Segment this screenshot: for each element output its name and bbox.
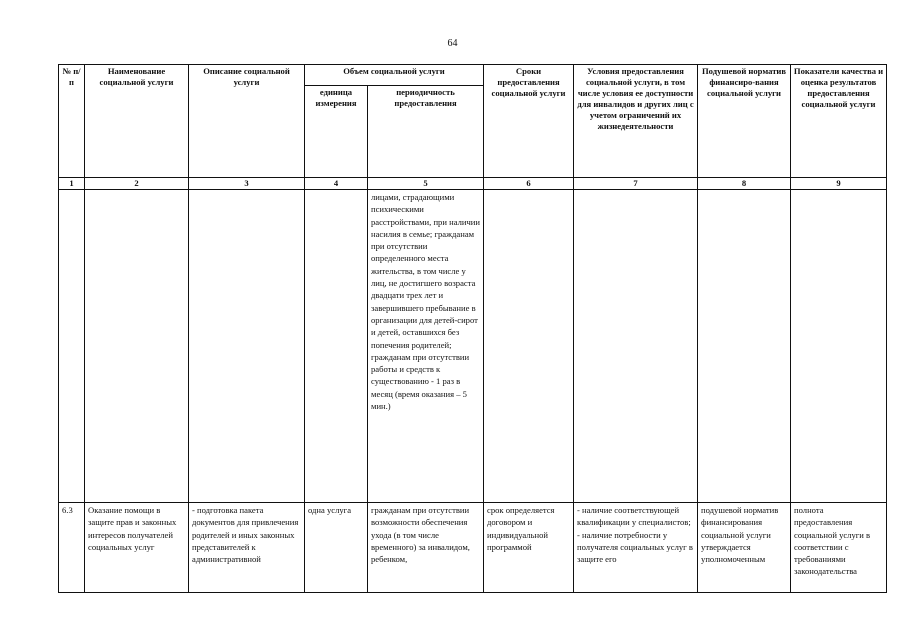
header-unit: единица измерения <box>305 86 368 178</box>
quality-indicators-cell: полнота предоставления социальной услуги в соответствии с требованиями законодательства <box>791 503 887 593</box>
header-frequency: периодичность предоставления <box>368 86 484 178</box>
unit-cell: одна услуга <box>305 503 368 593</box>
column-number: 3 <box>189 178 305 190</box>
header-service-name: Наименование социальной услуги <box>85 65 189 178</box>
row-number-cell: 6.3 <box>59 503 85 593</box>
table-row <box>59 503 887 593</box>
column-number: 6 <box>484 178 574 190</box>
header-service-conditions: Условия предоставления социальной услуги, в том числе условия ее доступности для инвалидов и других лиц с учетом ограничений их жизнедеятельности <box>574 65 698 178</box>
service-name-cell: Оказание помощи в защите прав и законных интересов получателей социальных услуг <box>85 503 189 593</box>
empty-cell <box>698 190 791 503</box>
column-number: 7 <box>574 178 698 190</box>
header-financing-standard: Подушевой норматив финансиро-вания социальной услуги <box>698 65 791 178</box>
empty-cell <box>574 190 698 503</box>
frequency-cell: гражданам при отсутствии возможности обеспечения ухода (в том числе временного) за инвалидом, ребенком, <box>368 503 484 593</box>
empty-cell <box>85 190 189 503</box>
header-service-description: Описание социальной услуги <box>189 65 305 178</box>
empty-cell <box>305 190 368 503</box>
empty-cell <box>59 190 85 503</box>
social-services-table <box>58 64 887 593</box>
empty-cell <box>791 190 887 503</box>
service-description-cell: - подготовка пакета документов для привлечения родителей и иных законных представителей к административной <box>189 503 305 593</box>
empty-cell <box>484 190 574 503</box>
table-row-continuation <box>59 190 887 503</box>
header-row-top <box>59 65 887 86</box>
column-number: 2 <box>85 178 189 190</box>
frequency-cell: лицами, страдающими психическими расстройствами, при наличии насилия в семье; гражданам при отсутствии определенного места жительства, в том числе у лиц, не достигшего возраста двадцати трех лет и завершившего пребывание в организации для детей-сирот и детей, оставшихся без попечения родителей; гражданам при отсутствии работы и средств к существованию - 1 раз в месяц (время оказания – 5 мин.) <box>368 190 484 503</box>
column-number: 1 <box>59 178 85 190</box>
header-service-volume: Объем социальной услуги <box>305 65 484 86</box>
page-number: 64 <box>447 38 458 49</box>
column-number: 4 <box>305 178 368 190</box>
column-numbers-row <box>59 178 887 190</box>
header-service-terms: Сроки предоставления социальной услуги <box>484 65 574 178</box>
terms-cell: срок определяется договором и индивидуальной программой <box>484 503 574 593</box>
financing-standard-cell: подушевой норматив финансирования социальной услуги утверждается уполномоченным <box>698 503 791 593</box>
header-num: № п/п <box>59 65 85 178</box>
empty-cell <box>189 190 305 503</box>
column-number: 8 <box>698 178 791 190</box>
column-number: 9 <box>791 178 887 190</box>
header-quality-indicators: Показатели качества и оценка результатов предоставления социальной услуги <box>791 65 887 178</box>
column-number: 5 <box>368 178 484 190</box>
conditions-cell: - наличие соответствующей квалификации у специалистов; - наличие потребности у получателя социальных услуг в защите его <box>574 503 698 593</box>
